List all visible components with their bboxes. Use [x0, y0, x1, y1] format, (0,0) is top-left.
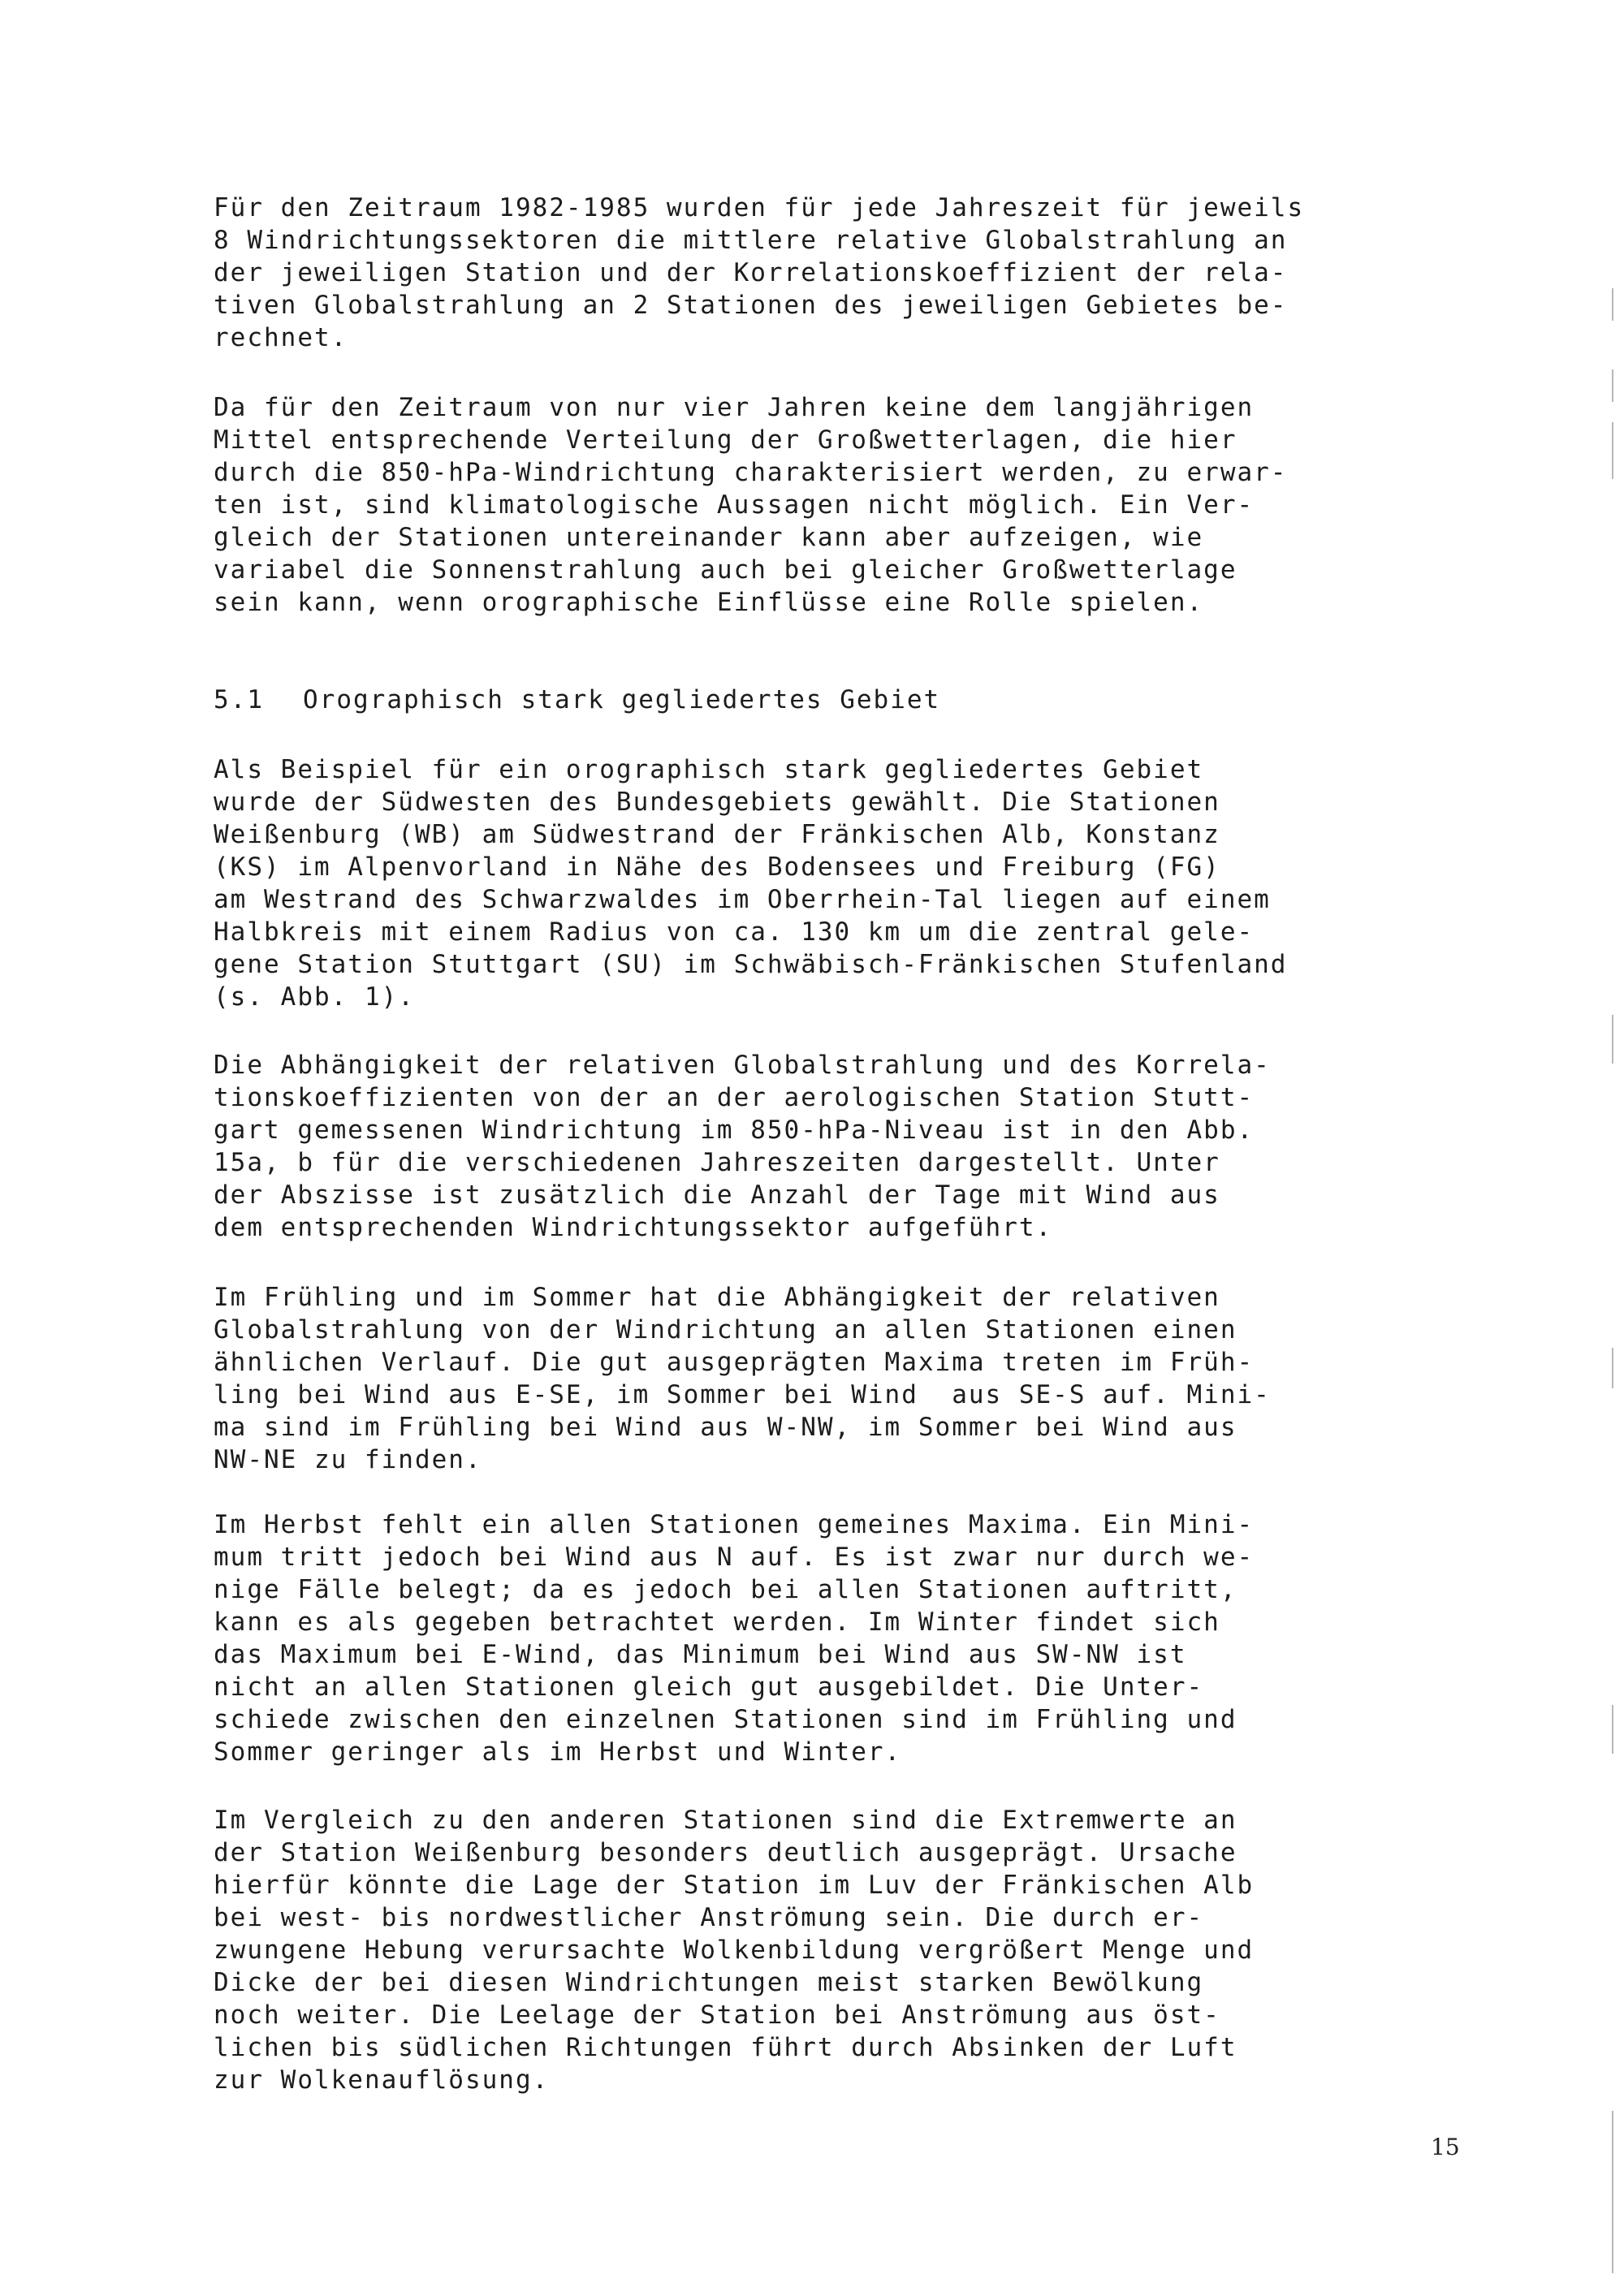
text-line: Sommer geringer als im Herbst und Winter.	[214, 1737, 902, 1767]
text-line: hierfür könnte die Lage der Station im Luv der Fränkischen Alb	[214, 1871, 1255, 1900]
scan-edge-mark	[1612, 369, 1613, 402]
text-line: Mittel entsprechende Verteilung der Großwetterlagen, die hier	[214, 425, 1237, 455]
text-line: ling bei Wind aus E-SE, im Sommer bei Wind aus SE-S auf. Mini-	[214, 1380, 1271, 1409]
text-line: Dicke der bei diesen Windrichtungen meist starken Bewölkung	[214, 1968, 1204, 1997]
text-line: Weißenburg (WB) am Südwestrand der Fränkischen Alb, Konstanz	[214, 820, 1220, 849]
text-line: ma sind im Frühling bei Wind aus W-NW, im Sommer bei Wind aus	[214, 1413, 1237, 1442]
scan-edge-mark	[1612, 1015, 1613, 1064]
text-line: das Maximum bei E-Wind, das Minimum bei Wind aus SW-NW ist	[214, 1640, 1187, 1669]
text-line: bei west- bis nordwestlicher Anströmung sein. Die durch er-	[214, 1903, 1204, 1932]
scan-edge-mark	[1612, 2111, 1613, 2273]
paragraph	[214, 1508, 1383, 1768]
text-line: Als Beispiel für ein orographisch stark gegliedertes Gebiet	[214, 755, 1204, 784]
text-line: wurde der Südwesten des Bundesgebiets gewählt. Die Stationen	[214, 788, 1220, 817]
text-line: Die Abhängigkeit der relativen Globalstrahlung und des Korrela-	[214, 1051, 1271, 1080]
text-line: ten ist, sind klimatologische Aussagen nicht möglich. Ein Ver-	[214, 490, 1255, 520]
text-line: zwungene Hebung verursachte Wolkenbildung vergrößert Menge und	[214, 1936, 1255, 1965]
text-line: zur Wolkenauflösung.	[214, 2065, 550, 2095]
text-line: rechnet.	[214, 323, 348, 352]
paragraph	[214, 1049, 1383, 1244]
text-line: Da für den Zeitraum von nur vier Jahren keine dem langjährigen	[214, 393, 1255, 422]
text-line: gart gemessenen Windrichtung im 850-hPa-Niveau ist in den Abb.	[214, 1116, 1255, 1145]
section-number: 5.1	[214, 685, 264, 714]
text-line: Halbkreis mit einem Radius von ca. 130 km um die zentral gele-	[214, 917, 1255, 947]
text-line: Im Herbst fehlt ein allen Stationen gemeines Maxima. Ein Mini-	[214, 1510, 1255, 1539]
text-line: nicht an allen Stationen gleich gut ausgebildet. Die Unter-	[214, 1672, 1204, 1702]
text-line: gene Station Stuttgart (SU) im Schwäbisch-Fränkischen Stufenland	[214, 950, 1288, 979]
scan-edge-mark	[1612, 1705, 1613, 1754]
paragraph	[214, 753, 1383, 1013]
text-line: Für den Zeitraum 1982-1985 wurden für jede Jahreszeit für jeweils	[214, 193, 1305, 222]
text-line: ähnlichen Verlauf. Die gut ausgeprägten Maxima treten im Früh-	[214, 1348, 1255, 1377]
section-heading	[214, 684, 940, 716]
text-line: der jeweiligen Station und der Korrelationskoeffizient der rela-	[214, 258, 1288, 287]
text-line: schiede zwischen den einzelnen Stationen sind im Frühling und	[214, 1705, 1237, 1734]
text-line: tiven Globalstrahlung an 2 Stationen des jeweiligen Gebietes be-	[214, 291, 1288, 320]
text-line: (s. Abb. 1).	[214, 982, 415, 1012]
scan-edge-mark	[1612, 1348, 1613, 1388]
scan-edge-mark	[1612, 288, 1613, 321]
text-line: kann es als gegeben betrachtet werden. Im Winter findet sich	[214, 1608, 1220, 1637]
paragraph	[214, 192, 1383, 354]
section-title: Orographisch stark gegliedertes Gebiet	[303, 685, 941, 714]
text-line: am Westrand des Schwarzwaldes im Oberrhein-Tal liegen auf einem	[214, 885, 1271, 914]
text-line: (KS) im Alpenvorland in Nähe des Bodensees und Freiburg (FG)	[214, 852, 1220, 882]
text-line: NW-NE zu finden.	[214, 1445, 482, 1474]
text-line: mum tritt jedoch bei Wind aus N auf. Es ist zwar nur durch we-	[214, 1543, 1255, 1572]
text-line: der Station Weißenburg besonders deutlich ausgeprägt. Ursache	[214, 1838, 1237, 1867]
paragraph	[214, 1804, 1383, 2096]
text-line: durch die 850-hPa-Windrichtung charakterisiert werden, zu erwar-	[214, 458, 1288, 487]
text-line: lichen bis südlichen Richtungen führt durch Absinken der Luft	[214, 2033, 1237, 2062]
text-line: 15a, b für die verschiedenen Jahreszeiten dargestellt. Unter	[214, 1148, 1220, 1177]
text-line: dem entsprechenden Windrichtungssektor aufgeführt.	[214, 1213, 1053, 1242]
paragraph	[214, 1281, 1383, 1476]
text-line: der Abszisse ist zusätzlich die Anzahl der Tage mit Wind aus	[214, 1180, 1220, 1210]
text-line: Globalstrahlung von der Windrichtung an allen Stationen einen	[214, 1315, 1237, 1344]
text-line: sein kann, wenn orographische Einflüsse eine Rolle spielen.	[214, 588, 1204, 617]
text-line: nige Fälle belegt; da es jedoch bei allen Stationen auftritt,	[214, 1575, 1237, 1604]
paragraph	[214, 391, 1383, 619]
text-line: gleich der Stationen untereinander kann aber aufzeigen, wie	[214, 523, 1204, 552]
text-line: noch weiter. Die Leelage der Station bei Anströmung aus öst-	[214, 2000, 1220, 2030]
scan-edge-mark	[1612, 422, 1613, 479]
text-line: tionskoeffizienten von der an der aerologischen Station Stutt-	[214, 1083, 1255, 1112]
text-line: Im Frühling und im Sommer hat die Abhängigkeit der relativen	[214, 1283, 1220, 1312]
text-line: variabel die Sonnenstrahlung auch bei gleicher Großwetterlage	[214, 555, 1237, 585]
text-line: Im Vergleich zu den anderen Stationen sind die Extremwerte an	[214, 1806, 1237, 1835]
text-line: 8 Windrichtungssektoren die mittlere relative Globalstrahlung an	[214, 226, 1288, 255]
page-number: 15	[1431, 2134, 1460, 2160]
